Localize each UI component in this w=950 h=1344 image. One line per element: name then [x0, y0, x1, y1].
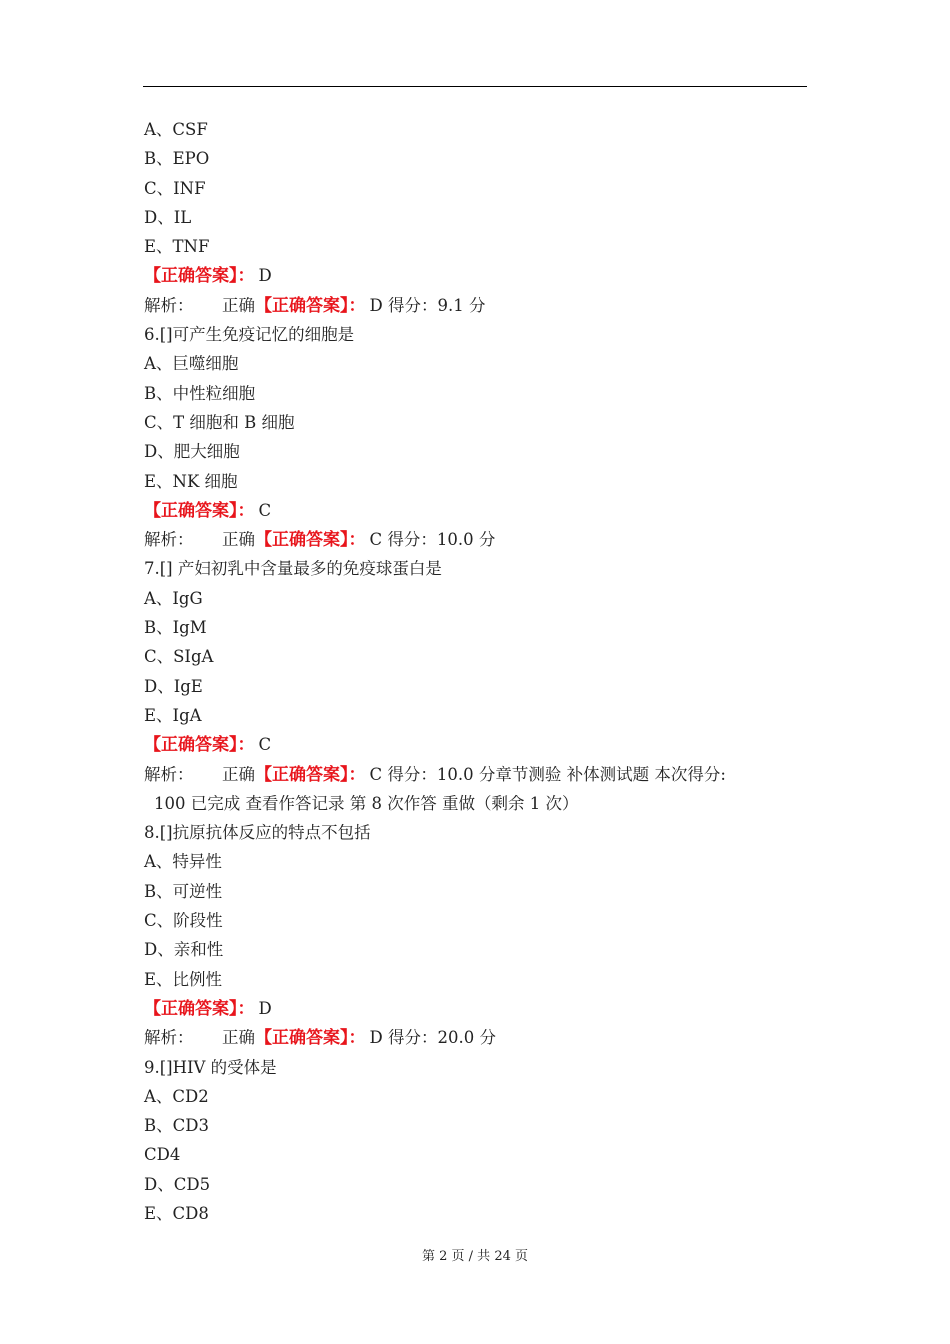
analysis-label: 解析：: [144, 530, 194, 550]
analysis-continuation: 100 已完成 查看作答记录 第 8 次作答 重做（剩余 1 次）: [154, 793, 579, 813]
option-c: C、INF: [144, 178, 206, 198]
option-a: A、特异性: [144, 852, 222, 872]
analysis-answer-tag: 【正确答案】：: [255, 764, 366, 785]
option-c: C、T 细胞和 B 细胞: [144, 412, 295, 432]
analysis-prefix: 正确: [222, 530, 255, 550]
analysis-line: [144, 1023, 814, 1052]
analysis-prefix: 正确: [222, 764, 255, 784]
correct-answer-value: C: [258, 735, 272, 755]
correct-answer-value: C: [258, 500, 272, 520]
option-c: C、阶段性: [144, 911, 223, 931]
option-d: D、IL: [144, 207, 192, 227]
analysis-answer-tag: 【正确答案】：: [255, 295, 366, 316]
option-b: B、可逆性: [144, 881, 223, 901]
correct-answer-tag: 【正确答案】：: [144, 500, 255, 521]
option-c: CD4: [144, 1145, 181, 1165]
correct-answer-value: D: [258, 998, 272, 1018]
question-title: 6.[]可产生免疫记忆的细胞是: [144, 325, 355, 345]
analysis-label: 解析：: [144, 1028, 194, 1048]
analysis-answer-tag: 【正确答案】：: [255, 1028, 366, 1049]
analysis-line: [144, 760, 814, 789]
option-e: E、IgA: [144, 705, 202, 725]
option-b: B、EPO: [144, 149, 210, 169]
correct-answer-tag: 【正确答案】：: [144, 998, 255, 1019]
option-a: A、CD2: [144, 1086, 209, 1106]
option-e: E、CD8: [144, 1203, 209, 1223]
option-d: D、肥大细胞: [144, 442, 240, 462]
analysis-answer-tag: 【正确答案】：: [255, 530, 366, 551]
correct-answer-tag: 【正确答案】：: [144, 735, 255, 756]
option-b: B、IgM: [144, 618, 207, 638]
option-b: B、中性粒细胞: [144, 383, 256, 403]
option-d: D、IgE: [144, 676, 203, 696]
correct-answer: [144, 730, 814, 759]
question-title: 7.[] 产妇初乳中含量最多的免疫球蛋白是: [144, 559, 442, 579]
question-title: 9.[]HIV 的受体是: [144, 1057, 277, 1077]
option-e: E、比例性: [144, 969, 223, 989]
option-b: B、CD3: [144, 1116, 209, 1136]
correct-answer: [144, 261, 814, 290]
analysis-line: [144, 291, 814, 320]
option-a: A、IgG: [144, 588, 203, 608]
analysis-prefix: 正确: [222, 295, 255, 315]
analysis-score: D 得分：20.0 分: [369, 1028, 496, 1048]
option-a: A、巨噬细胞: [144, 354, 239, 374]
analysis-score: C 得分：10.0 分章节测验 补体测试题 本次得分:: [369, 764, 726, 784]
option-c: C、SIgA: [144, 647, 214, 667]
option-e: E、NK 细胞: [144, 471, 238, 491]
correct-answer: [144, 496, 814, 525]
document-body: [144, 115, 814, 1228]
analysis-line: [144, 525, 814, 554]
correct-answer-tag: 【正确答案】：: [144, 266, 255, 287]
analysis-label: 解析：: [144, 764, 194, 784]
analysis-prefix: 正确: [222, 1028, 255, 1048]
option-d: D、CD5: [144, 1174, 211, 1194]
question-title: 8.[]抗原抗体反应的特点不包括: [144, 823, 371, 843]
option-a: A、CSF: [144, 120, 208, 139]
page-footer: 第 2 页 / 共 24 页: [422, 1249, 528, 1264]
analysis-score: D 得分：9.1 分: [369, 295, 486, 315]
header-rule: [143, 86, 807, 87]
correct-answer: [144, 994, 814, 1023]
analysis-label: 解析：: [144, 295, 194, 315]
correct-answer-value: D: [258, 266, 272, 286]
analysis-score: C 得分：10.0 分: [369, 530, 496, 550]
option-d: D、亲和性: [144, 940, 224, 960]
option-e: E、TNF: [144, 237, 210, 257]
